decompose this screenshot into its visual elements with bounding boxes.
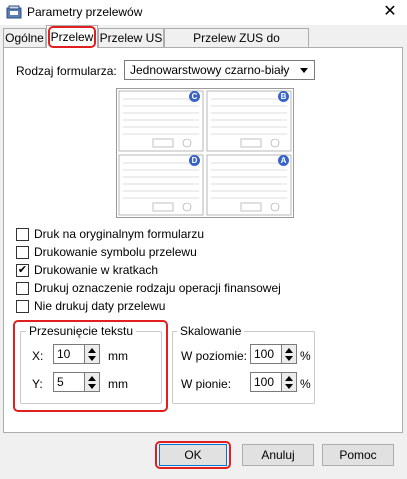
- app-icon: [6, 5, 22, 19]
- scaling-vertical-input[interactable]: 100: [250, 372, 282, 392]
- arrow-up-icon: [285, 376, 293, 381]
- form-type-value: Jednowarstwowy czarno-biały: [130, 63, 290, 77]
- checkbox-print-grid[interactable]: [16, 264, 29, 277]
- cancel-button[interactable]: Anuluj: [242, 444, 314, 466]
- offset-y-unit: mm: [108, 377, 128, 391]
- tab-przelew-zus[interactable]: Przelew ZUS do: [164, 28, 309, 47]
- help-button[interactable]: Pomoc: [322, 444, 394, 466]
- checkbox-print-symbol[interactable]: [16, 246, 29, 259]
- checkbox-original-form[interactable]: [16, 228, 29, 241]
- checkbox-operation-type-label: Drukuj oznaczenie rodzaju operacji finansowej: [34, 281, 281, 295]
- offset-y-label: Y:: [32, 377, 43, 391]
- scaling-group-title: Skalowanie: [177, 324, 244, 338]
- ok-button[interactable]: OK: [159, 444, 227, 466]
- checkbox-print-grid-label: Drukowanie w kratkach: [34, 263, 159, 277]
- arrow-down-icon: [285, 384, 293, 389]
- scaling-vertical-label: W pionie:: [181, 377, 232, 391]
- offset-x-label: X:: [32, 349, 44, 363]
- offset-highlight: [13, 320, 168, 412]
- checkbox-no-date[interactable]: [16, 300, 29, 313]
- scaling-vertical-spinner[interactable]: [282, 372, 297, 392]
- tab-przelew[interactable]: Przelew: [46, 25, 98, 48]
- window-title: Parametry przelewów: [27, 5, 143, 19]
- badge-b: B: [278, 91, 289, 102]
- checkbox-no-date-label: Nie drukuj daty przelewu: [34, 299, 166, 313]
- ok-highlight: [155, 441, 231, 469]
- close-icon[interactable]: ✕: [383, 3, 397, 20]
- form-type-select[interactable]: [124, 60, 315, 80]
- check-mark-icon: ✔: [17, 264, 28, 276]
- scaling-horizontal-unit: %: [300, 349, 311, 363]
- arrow-down-icon: [285, 356, 293, 361]
- offset-x-unit: mm: [108, 349, 128, 363]
- tab-przelew-us[interactable]: Przelew US: [98, 28, 164, 47]
- arrow-up-icon: [285, 348, 293, 353]
- scaling-vertical-unit: %: [300, 377, 311, 391]
- offset-x-input[interactable]: 10: [53, 344, 85, 364]
- scaling-horizontal-label: W poziomie:: [181, 349, 248, 363]
- tab-ogolne[interactable]: Ogólne: [3, 28, 46, 47]
- scaling-horizontal-input[interactable]: 100: [250, 344, 282, 364]
- badge-a: A: [278, 155, 289, 166]
- checkbox-original-form-label: Druk na oryginalnym formularzu: [34, 227, 205, 241]
- badge-c: C: [189, 91, 200, 102]
- offset-group-title: Przesunięcie tekstu: [26, 324, 136, 338]
- tab-highlight: [48, 26, 96, 48]
- checkbox-operation-type[interactable]: [16, 282, 29, 295]
- offset-y-input[interactable]: 5: [53, 372, 85, 392]
- form-preview-image: [116, 88, 294, 218]
- scaling-group: [172, 331, 315, 404]
- form-type-label: Rodzaj formularza:: [16, 64, 117, 78]
- checkbox-print-symbol-label: Drukowanie symbolu przelewu: [34, 245, 197, 259]
- badge-d: D: [189, 155, 200, 166]
- scaling-horizontal-spinner[interactable]: [282, 344, 297, 364]
- chevron-down-icon: [300, 68, 308, 73]
